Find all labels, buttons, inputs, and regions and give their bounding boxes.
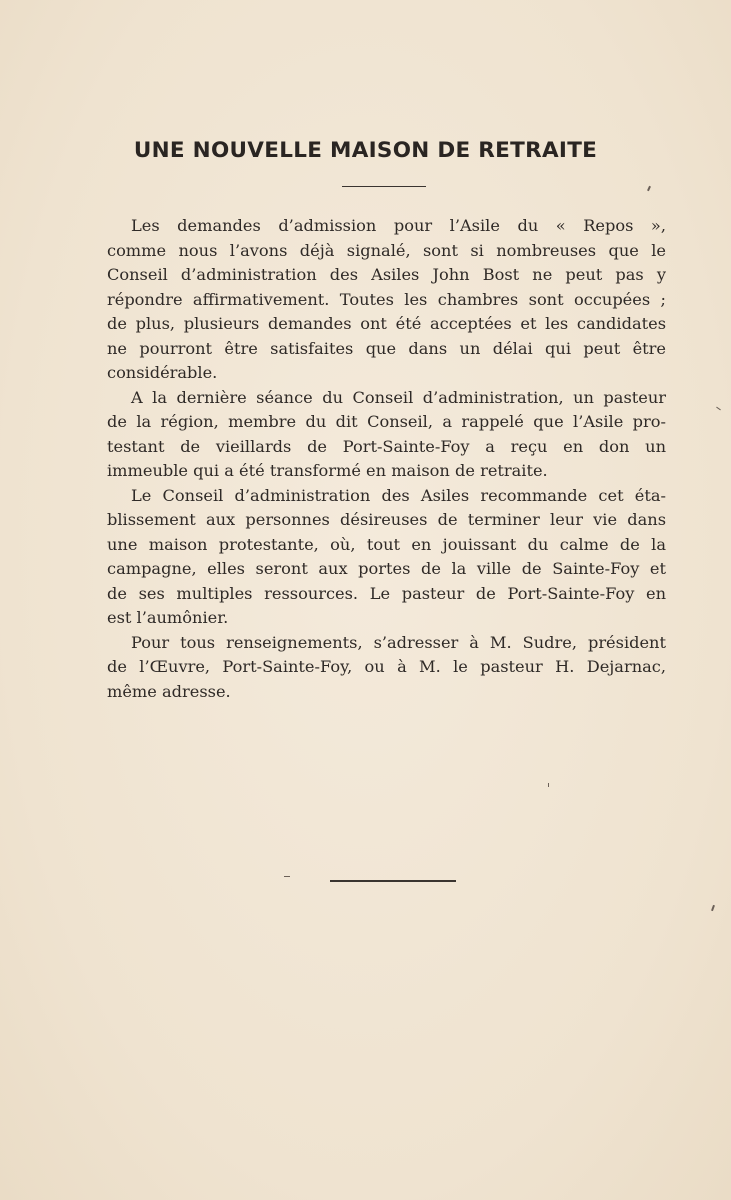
text-line: de plus, plusieurs demandes ont été acceptées et les candidates	[107, 314, 666, 333]
article-body	[107, 214, 666, 704]
text-line: même adresse.	[107, 681, 231, 701]
text-line: Le Conseil d’administration des Asiles recommande cet éta-	[131, 485, 666, 505]
print-speck	[711, 905, 715, 911]
text-line: Pour tous renseignements, s’adresser à M. Sudre, président	[131, 632, 666, 652]
text-line: de la région, membre du dit Conseil, a rappelé que l’Asile pro-	[107, 412, 666, 431]
text-line: une maison protestante, où, tout en jouissant du calme de la	[107, 534, 666, 554]
text-line: blissement aux personnes désireuses de terminer leur vie dans	[107, 510, 666, 529]
text-line: répondre affirmativement. Toutes les chambres sont occupées ;	[107, 289, 666, 309]
print-speck	[548, 783, 549, 787]
title-divider	[342, 186, 426, 187]
text-line: est l’aumônier.	[107, 608, 229, 627]
text-line: de ses multiples ressources. Le pasteur de Port-Sainte-Foy en	[107, 583, 666, 603]
print-speck	[647, 186, 651, 191]
text-line: de l’Œuvre, Port-Sainte-Foy, ou à M. le pasteur H. Dejarnac,	[107, 657, 666, 676]
paragraph-1	[107, 214, 666, 386]
text-line: Conseil d’administration des Asiles John Bost ne peut pas y	[107, 265, 666, 284]
text-line: immeuble qui a été transformé en maison de retraite.	[107, 461, 548, 480]
text-line: Les demandes d’admission pour l’Asile du « Repos »,	[131, 216, 666, 235]
text-line: comme nous l’avons déjà signalé, sont si nombreuses que le	[107, 240, 666, 260]
print-speck	[284, 876, 290, 877]
end-divider	[330, 880, 456, 882]
page-title: UNE NOUVELLE MAISON DE RETRAITE	[133, 138, 598, 163]
text-line: considérable.	[107, 363, 218, 382]
text-line: A la dernière séance du Conseil d’administration, un pasteur	[131, 387, 666, 407]
paragraph-3	[107, 484, 666, 631]
paragraph-2	[107, 386, 666, 484]
paragraph-4	[107, 631, 666, 705]
text-line: testant de vieillards de Port-Sainte-Foy a reçu en don un	[107, 436, 666, 456]
text-line: ne pourront être satisfaites que dans un délai qui peut être	[107, 338, 666, 358]
print-speck	[716, 407, 721, 411]
text-line: campagne, elles seront aux portes de la ville de Sainte-Foy et	[107, 559, 666, 578]
